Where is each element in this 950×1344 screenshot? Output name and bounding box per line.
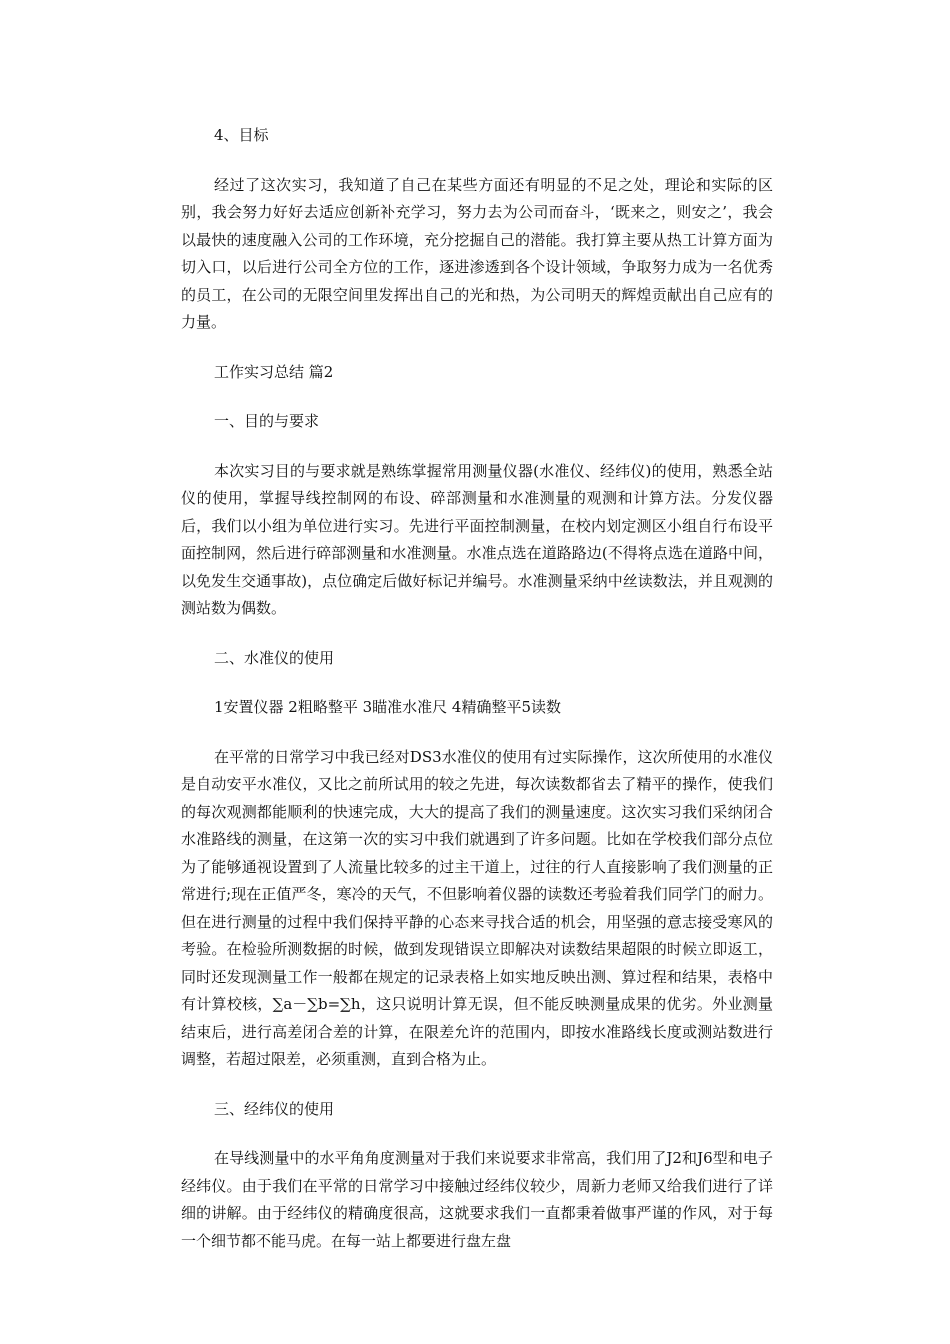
heading-theodolite: 三、经纬仪的使用: [214, 1099, 335, 1118]
paragraph-goal: 经过了这次实习，我知道了自己在某些方面还有明显的不足之处，理论和实际的区别，我会努力好好去适应创新补充学习，努力去为公司而奋斗，‘既来之，则安之’，我会以最快的速度融入公司的工作环境，充分挖掘自己的潜能。我打算主要从热工计算方面为切入口，以后进行公司全方位的工作，逐进渗透到各个设计领域，争取努力成为一名优秀的员工，在公司的无限空间里发挥出自己的光和热，为公司明天的辉煌贡献出自己应有的力量。: [181, 175, 773, 331]
section-title: 工作实习总结 篇2: [214, 362, 334, 381]
paragraph-theodolite: 在导线测量中的水平角角度测量对于我们来说要求非常高，我们用了J2和J6型和电子经纬仪。由于我们在平常的日常学习中接触过经纬仪较少，周新力老师又给我们进行了详细的讲解。由于经纬仪的精确度很高，这就要求我们一直都秉着做事严谨的作风，对于每一个细节都不能马虎。在每一站上都要进行盘左盘: [181, 1149, 773, 1250]
paragraph-level-instrument: 在平常的日常学习中我已经对DS3水准仪的使用有过实际操作，这次所使用的水准仪是自动安平水准仪，又比之前所试用的较之先进，每次读数都省去了精平的操作，使我们的每次观测都能顺利的快速完成，大大的提高了我们的测量速度。这次实习我们采纳闭合水准路线的测量，在这第一次的实习中我们就遇到了许多问题。比如在学校我们部分点位为了能够通视设置到了人流量比较多的过主干道上，过往的行人直接影响了我们测量的正常进行;现在正值严冬，寒冷的天气，不但影响着仪器的读数还考验着我们同学门的耐力。但在进行测量的过程中我们保持平静的心态来寻找合适的机会，用坚强的意志接受寒风的考验。在检验所测数据的时候，做到发现错误立即解决对读数结果超限的时候立即返工，同时还发现测量工作一般都在规定的记录表格上如实地反映出测、算过程和结果，表格中有计算校核，∑a－∑b=∑h，这只说明计算无误，但不能反映测量成果的优劣。外业测量结束后，进行高差闭合差的计算，在限差允许的范围内，即按水准路线长度或测站数进行调整，若超过限差，必须重测，直到合格为止。: [181, 747, 773, 1068]
heading-purpose: 一、目的与要求: [214, 412, 320, 430]
steps-line: 1安置仪器 2粗略整平 3瞄准水准尺 4精确整平5读数: [214, 698, 562, 716]
heading-level-instrument: 二、水准仪的使用: [214, 648, 335, 667]
document-body: [181, 122, 773, 1255]
paragraph-purpose: 本次实习目的与要求就是熟练掌握常用测量仪器(水准仪、经纬仪)的使用，熟悉全站仪的使用，掌握导线控制网的布设、碎部测量和水准测量的观测和计算方法。分发仪器后，我们以小组为单位进行实习。先进行平面控制测量，在校内划定测区小组自行布设平面控制网，然后进行碎部测量和水准测量。水准点选在道路路边(不得将点选在道路中间，以免发生交通事故)，点位确定后做好标记并编号。水准测量采纳中丝读数法，并且观测的测站数为偶数。: [181, 461, 773, 617]
heading-goal: 4、目标: [214, 126, 269, 144]
